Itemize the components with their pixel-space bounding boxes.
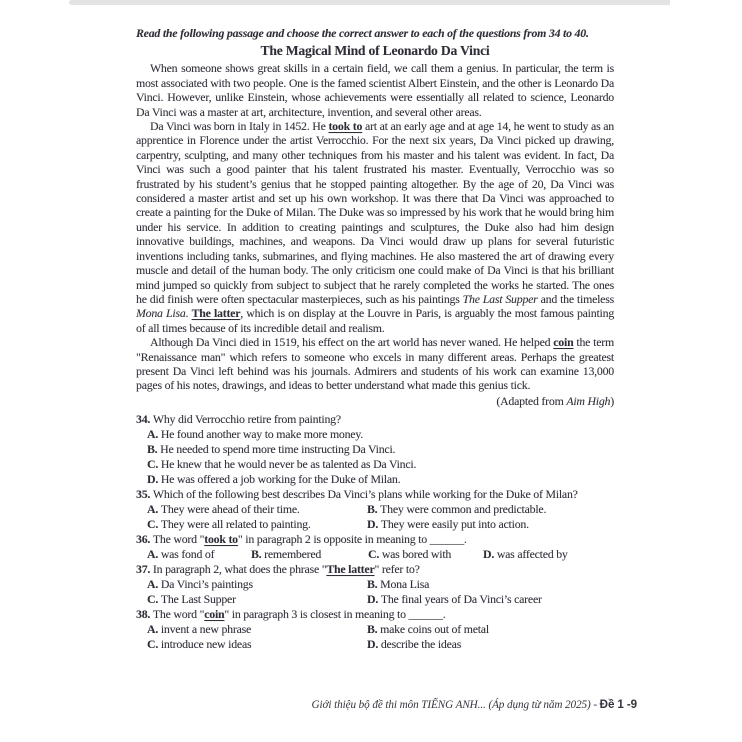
question-stem [136, 607, 614, 622]
option-letter: D. [367, 592, 381, 607]
answer-option-A [147, 577, 367, 592]
option-text: remembered [264, 547, 322, 562]
text-run: The word " [152, 607, 205, 622]
option-text: Da Vinci’s paintings [160, 577, 253, 592]
option-text: They were common and predictable. [380, 502, 547, 517]
option-letter: C. [368, 547, 382, 562]
answer-option-B [367, 622, 614, 637]
option-text: was affected by [496, 547, 568, 562]
text-run: " in paragraph 3 is closest in meaning to ______. [224, 607, 446, 622]
answer-option-C [147, 592, 367, 607]
text-run: In paragraph 2, what does the phrase " [152, 562, 327, 577]
text-run: Although Da Vinci died in 1519, his effect on the art world has never waned. He helped [150, 335, 554, 350]
option-letter: B. [251, 547, 265, 562]
option-text: He knew that he would never be as talented as Da Vinci. [160, 457, 417, 472]
text-run: Which of the following best describes Da Vinci’s plans while working for the Duke of Milan? [152, 487, 578, 502]
option-text: The final years of Da Vinci’s career [380, 592, 542, 607]
answer-option-D [136, 472, 614, 487]
footer-series-title: Giới thiệu bộ đề thi môn TIẾNG ANH... (Áp dụng từ năm 2025) - [311, 699, 600, 711]
answer-option-B [367, 502, 614, 517]
option-letter: C. [147, 457, 161, 472]
question-number: 36. [136, 532, 153, 547]
option-text: was fond of [160, 547, 215, 562]
answer-option-A [147, 622, 367, 637]
text-run: . [185, 306, 192, 321]
answer-option-C [147, 637, 367, 652]
question-34 [136, 412, 614, 487]
text-run: (Adapted from [496, 393, 567, 408]
option-text: He found another way to make more money. [160, 427, 364, 442]
text-run: ) [610, 393, 614, 408]
option-text: was bored with [381, 547, 452, 562]
option-text: He needed to spend more time instructing Da Vinci. [160, 442, 396, 457]
emphasized-text: coin [204, 607, 225, 622]
option-letter: A. [147, 577, 161, 592]
emphasized-text: took to [328, 119, 363, 134]
answer-option-A [147, 502, 367, 517]
answer-option-C [147, 517, 367, 532]
options-row [136, 577, 614, 592]
text-run: , which is on display at the Louvre in Paris, is arguably the most famous painting of all times because of its incredible detail and realism. [136, 306, 615, 335]
option-text: They were easily put into action. [380, 517, 529, 532]
text-run: " in paragraph 2 is opposite in meaning to ______. [237, 532, 467, 547]
text-run: art at an early age and at age 14, he went to study as an apprentice in Florence under the artist Verrocchio. For the next six years, Da Vinci picked up drawing, carpentry, sculpting, and many other techniques from his master and his talent was evident. In fact, Da Vinci was such a good painter that his talent frustrated his master. Eventually, Verrocchio was so frustrated by his student’s genius that he stopped painting altogether. By the age of 20, Da Vinci was considered a master artist and set up his own workshop. It was there that Da Vinci was approached to create a painting for the Duke of Milan. The Duke was so impressed by his work that he would bring him under his service. In addition to creating paintings and sculptures, the Duke also had him design innovative buildings, machines, and weapons. Da Vinci would draw up plans for several futuristic inventions including tanks, submarines, and flying machines. He also mastered the art of drawing every muscle and detail of the human body. The only criticism one could make of Da Vinci is that his brilliant mind jumped so quickly from subject to subject that he rarely completed the works he started. The ones he did finish were often spectacular masterpieces, such as his paintings [136, 119, 614, 306]
option-letter: D. [367, 637, 381, 652]
option-text: He was offered a job working for the Duke of Milan. [160, 472, 401, 487]
answer-option-A [136, 427, 614, 442]
option-text: describe the ideas [380, 637, 462, 652]
question-stem [136, 532, 614, 547]
text-run: When someone shows great skills in a certain field, we call them a genius. In particular, the term is most associated with two people. One is the famed scientist Albert Einstein, and the other is Leonardo Da Vinci. However, unlike Einstein, whose achievements were essentially all related to science, Leonardo Da Vinci was a master at art, architecture, invention, and several other areas. [136, 61, 614, 119]
option-letter: D. [483, 547, 497, 562]
option-letter: C. [147, 637, 161, 652]
text-run: Da Vinci was born in Italy in 1452. He [150, 119, 329, 134]
instruction-text: Read the following passage and choose the correct answer to each of the questions from 34 to 40. [136, 26, 589, 40]
passage [136, 61, 614, 392]
emphasized-text: The latter [191, 306, 241, 321]
emphasized-text: Mona Lisa [136, 306, 186, 321]
options-row [136, 637, 614, 652]
emphasized-text: The Last Supper [462, 291, 538, 306]
option-letter: C. [147, 592, 161, 607]
answer-option-D [367, 637, 614, 652]
question-number: 37. [136, 562, 153, 577]
emphasized-text: coin [553, 335, 574, 350]
option-text: introduce new ideas [160, 637, 252, 652]
text-run: " refer to? [374, 562, 420, 577]
question-stem [136, 412, 614, 427]
option-letter: B. [367, 622, 381, 637]
answer-option-D [367, 592, 614, 607]
options-row [136, 547, 614, 562]
option-letter: B. [367, 577, 381, 592]
footer-exam-number: Đề 1 -9 [599, 698, 637, 711]
text-run: and the timeless [537, 291, 614, 306]
question-number: 34. [136, 412, 153, 427]
options-row [136, 502, 614, 517]
option-text: They were ahead of their time. [160, 502, 300, 517]
question-38 [136, 607, 614, 652]
answer-option-B [251, 547, 368, 562]
answer-option-B [136, 442, 614, 457]
option-letter: D. [367, 517, 381, 532]
source-note [136, 394, 614, 408]
answer-option-D [367, 517, 614, 532]
passage-paragraph [136, 119, 614, 335]
exam-page-content [136, 26, 614, 652]
text-run: Why did Verrocchio retire from painting? [152, 412, 341, 427]
passage-paragraph [136, 61, 614, 119]
option-letter: D. [147, 472, 161, 487]
passage-title: The Magical Mind of Leonardo Da Vinci [260, 43, 490, 59]
questions-section [136, 412, 614, 652]
emphasized-text: took to [204, 532, 238, 547]
answer-option-D [483, 547, 614, 562]
option-text: They were all related to painting. [160, 517, 311, 532]
answer-option-C [368, 547, 483, 562]
emphasized-text: The latter [326, 562, 375, 577]
emphasized-text: Aim High [566, 393, 611, 408]
question-35 [136, 487, 614, 532]
option-letter: B. [367, 502, 381, 517]
option-text: The Last Supper [160, 592, 236, 607]
option-letter: A. [147, 427, 161, 442]
page-footer [312, 698, 637, 711]
answer-option-A [147, 547, 251, 562]
question-36 [136, 532, 614, 562]
option-text: make coins out of metal [380, 622, 489, 637]
answer-option-B [367, 577, 614, 592]
question-stem [136, 487, 614, 502]
option-letter: A. [147, 547, 161, 562]
question-stem [136, 562, 614, 577]
options-row [136, 517, 614, 532]
scan-edge-artifact [69, 0, 670, 5]
options-row [136, 592, 614, 607]
option-letter: C. [147, 517, 161, 532]
question-number: 38. [136, 607, 153, 622]
option-letter: B. [147, 442, 161, 457]
answer-option-C [136, 457, 614, 472]
passage-paragraph [136, 335, 614, 393]
option-text: Mona Lisa [380, 577, 430, 592]
option-letter: A. [147, 622, 161, 637]
option-text: invent a new phrase [160, 622, 252, 637]
option-letter: A. [147, 502, 161, 517]
text-run: the term "Renaissance man" which refers to someone who excels in many different areas. Perhaps the greatest present Da Vinci left behind was his journals. Admirers and students of his work can examine 13,000 pages of his notes, drawings, and ideas to better understand what made this genius tick. [136, 335, 614, 393]
question-number: 35. [136, 487, 153, 502]
text-run: The word " [152, 532, 205, 547]
question-37 [136, 562, 614, 607]
options-row [136, 622, 614, 637]
